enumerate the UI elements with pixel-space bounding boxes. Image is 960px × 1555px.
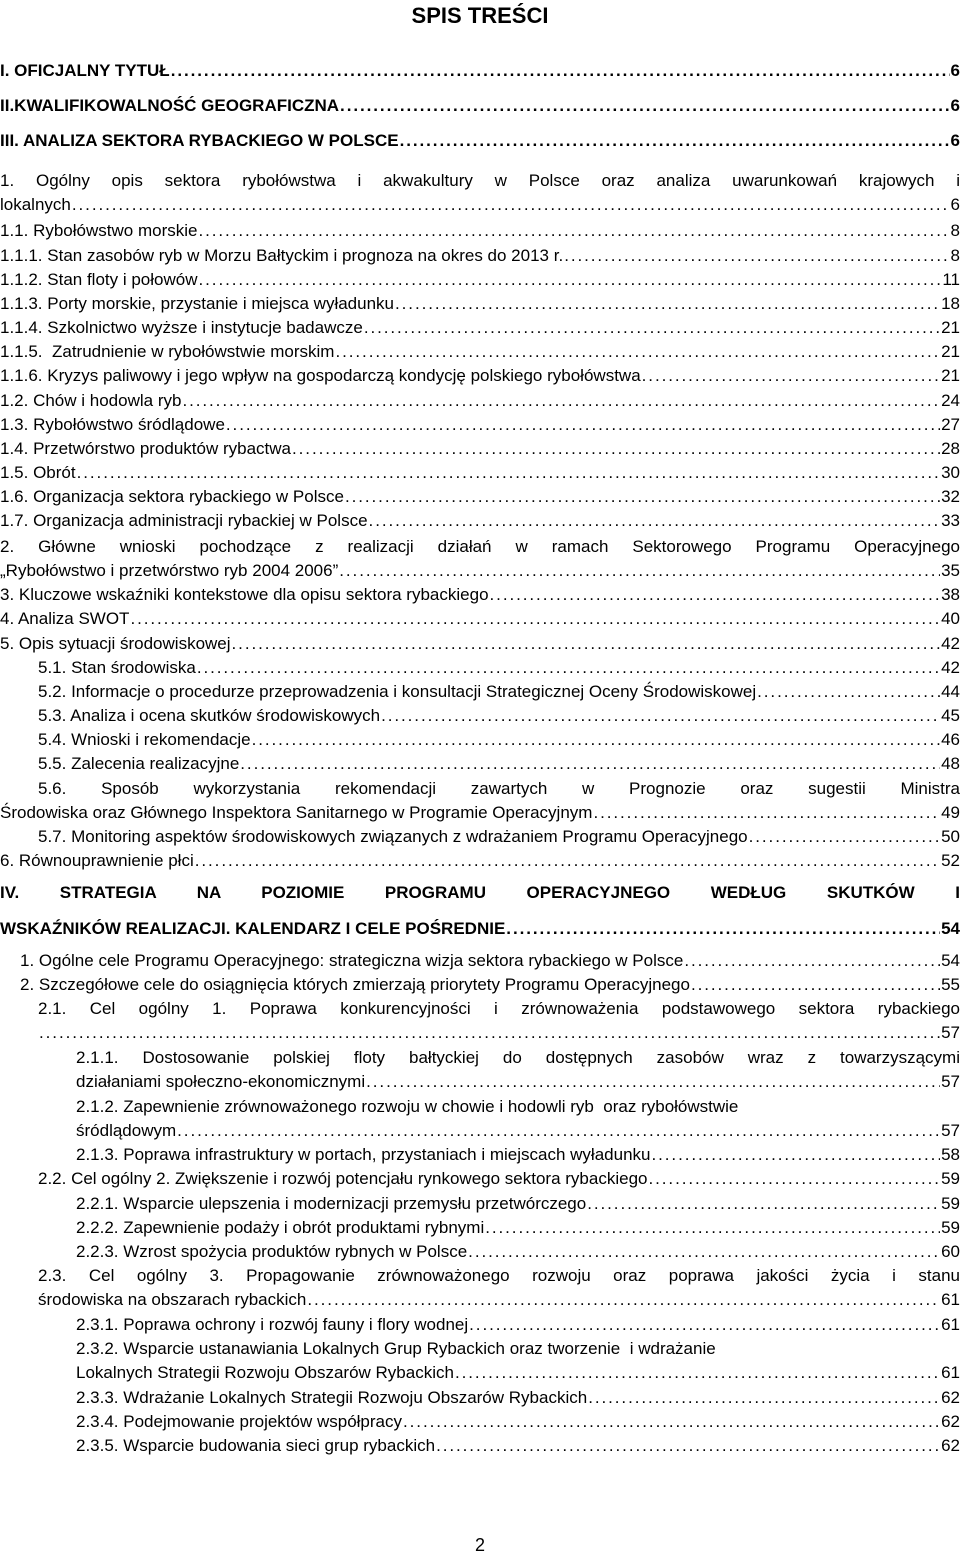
toc-leader-dots: [339, 559, 940, 583]
toc-leader-dots: [642, 364, 940, 388]
toc-entry-title: 1.6. Organizacja sektora rybackiego w Polsce: [0, 487, 344, 506]
toc-entry-title: 6. Równouprawnienie płci: [0, 851, 194, 870]
toc-leader-dots: [468, 1240, 940, 1264]
toc-leader-dots: [232, 632, 941, 656]
toc-entry-title: 5.2. Informacje o procedurze przeprowadzenia i konsultacji Strategicznej Oceny Środowiskowej: [38, 682, 757, 701]
toc-entry-title: 2.2.3. Wzrost spożycia produktów rybnych w Polsce: [76, 1242, 468, 1261]
toc-entry[interactable]: [38, 728, 960, 752]
toc-entry[interactable]: [0, 340, 960, 364]
toc-entry[interactable]: [0, 535, 960, 583]
toc-leader-dots: [198, 219, 949, 243]
toc-page-number: 27: [941, 415, 960, 434]
toc-entry-title: I. OFICJALNY TYTUŁ: [0, 61, 170, 80]
toc-entry-title: 5.5. Zalecenia realizacyjne: [38, 754, 240, 773]
toc-entry-title: 2.1.3. Poprawa infrastruktury w portach, przystaniach i miejscach wyładunku: [76, 1145, 651, 1164]
toc-page-number: 61: [941, 1315, 960, 1334]
toc-leader-dots: [226, 413, 940, 437]
toc-page-number: 42: [941, 634, 960, 653]
toc-leader-dots: [506, 911, 940, 947]
toc-leader-dots: [197, 656, 940, 680]
toc-entry-title: 1.1.3. Porty morskie, przystanie i miejsca wyładunku: [0, 294, 394, 313]
toc-entry-title: 1.2. Chów i hodowla ryb: [0, 391, 182, 410]
toc-page-number: 57: [941, 1072, 960, 1091]
toc-entry[interactable]: [38, 752, 960, 776]
toc-entry[interactable]: [38, 1167, 960, 1191]
toc-page-number: 42: [941, 658, 960, 677]
toc-entry-title: 2.3.3. Wdrażanie Lokalnych Strategii Rozwoju Obszarów Rybackich: [76, 1388, 588, 1407]
toc-page-number: 49: [941, 803, 960, 822]
toc-page-number: 59: [941, 1194, 960, 1213]
toc-entry[interactable]: [76, 1337, 960, 1385]
toc-entry-title: III. ANALIZA SEKTORA RYBACKIEGO W POLSCE: [0, 131, 399, 150]
toc-page-number: 6: [950, 195, 960, 214]
toc-entry[interactable]: [0, 509, 960, 533]
toc-page-number: 45: [941, 706, 960, 725]
toc-entry[interactable]: [0, 316, 960, 340]
toc-entry[interactable]: [38, 704, 960, 728]
toc-entry-title: 1.5. Obrót: [0, 463, 76, 482]
toc-entry[interactable]: [0, 244, 960, 268]
toc-entry-title: 1.1.2. Stan floty i połowów: [0, 270, 198, 289]
toc-page-number: 59: [941, 1169, 960, 1188]
toc-leader-dots: [691, 973, 940, 997]
toc-leader-dots: [199, 268, 942, 292]
toc-leader-dots: [403, 1410, 940, 1434]
toc-leader-dots: [345, 485, 940, 509]
toc-page-number: 28: [941, 439, 960, 458]
toc-page-number: 55: [941, 975, 960, 994]
toc-entry[interactable]: [76, 1046, 960, 1094]
toc-leader-dots: [564, 244, 949, 268]
toc-page-number: 40: [941, 609, 960, 628]
toc-entry-title: 2.2. Cel ogólny 2. Zwiększenie i rozwój potencjału rynkowego sektora rybackiego: [38, 1169, 648, 1188]
toc-leader-dots: [252, 728, 940, 752]
toc-entry[interactable]: [0, 777, 960, 825]
toc-leader-dots: [395, 292, 940, 316]
toc-entry[interactable]: [20, 949, 960, 973]
toc-page-number: 62: [941, 1436, 960, 1455]
toc-entry[interactable]: [76, 1143, 960, 1167]
toc-leader-dots: [381, 704, 940, 728]
toc-entry-title: śródlądowym: [76, 1121, 177, 1140]
toc-entry-title: 5.3. Analiza i ocena skutków środowiskowych: [38, 706, 381, 725]
toc-leader-dots: [490, 583, 941, 607]
toc-page-number: 54: [941, 919, 960, 938]
toc-leader-dots: [684, 949, 940, 973]
toc-leader-dots: [593, 801, 940, 825]
toc-entry-title: Lokalnych Strategii Rozwoju Obszarów Rybackich: [76, 1363, 454, 1382]
toc-page-number: 62: [941, 1412, 960, 1431]
toc-entry-title-line1: IV. STRATEGIA NA POZIOMIE PROGRAMU OPERACYJNEGO WEDŁUG SKUTKÓW I: [0, 883, 960, 902]
toc-entry-title: 3. Kluczowe wskaźniki kontekstowe dla opisu sektora rybackiego: [0, 585, 489, 604]
toc-entry-title-line1: 2.1.1. Dostosowanie polskiej floty bałtyckiej do dostępnych zasobów wraz z towarzyszącymi: [76, 1048, 960, 1067]
toc-leader-dots: [130, 607, 940, 631]
toc-entry-title: 2.2.2. Zapewnienie podaży i obrót produktami rybnymi: [76, 1218, 485, 1237]
toc-page-number: 30: [941, 463, 960, 482]
toc-leader-dots: [436, 1434, 940, 1458]
toc-page-number: 8: [950, 221, 960, 240]
toc-entry-title: Środowiska oraz Głównego Inspektora Sanitarnego w Programie Operacyjnym: [0, 803, 593, 822]
toc-page-number: 21: [941, 366, 960, 385]
toc-page-number: 33: [941, 511, 960, 530]
toc-entry[interactable]: [38, 825, 960, 849]
toc-entry[interactable]: [0, 129, 960, 153]
toc-leader-dots: [39, 1021, 940, 1045]
toc-leader-dots: [366, 1070, 940, 1094]
toc-entry[interactable]: [0, 875, 960, 947]
toc-leader-dots: [307, 1288, 940, 1312]
toc-entry[interactable]: [0, 485, 960, 509]
toc-page-number: 24: [941, 391, 960, 410]
toc-entry[interactable]: [0, 389, 960, 413]
toc-leader-dots: [587, 1192, 940, 1216]
toc-leader-dots: [400, 129, 950, 153]
toc-entry[interactable]: [0, 169, 960, 217]
toc-entry-title: 5.1. Stan środowiska: [38, 658, 196, 677]
toc-entry[interactable]: [38, 656, 960, 680]
toc-page-number: 44: [941, 682, 960, 701]
toc-entry-title-line1: 2.3. Cel ogólny 3. Propagowanie zrównoważonego rozwoju oraz poprawa jakości życia i stanu: [38, 1266, 960, 1285]
toc-entry[interactable]: [0, 364, 960, 388]
toc-entry-title: 4. Analiza SWOT: [0, 609, 130, 628]
toc-entry[interactable]: [0, 607, 960, 631]
toc-entry-title: lokalnych: [0, 195, 71, 214]
toc-entry-title: 1.1. Rybołówstwo morskie: [0, 221, 198, 240]
toc-page-number: 52: [941, 851, 960, 870]
toc-page-number: 6: [950, 96, 960, 115]
toc-entry-title: 1.1.6. Kryzys paliwowy i jego wpływ na gospodarczą kondycję polskiego rybołówstwa: [0, 366, 641, 385]
toc-entry-title: 1.1.1. Stan zasobów ryb w Morzu Bałtyckim i prognoza na okres do 2013 r.: [0, 246, 564, 265]
toc-page-number: 6: [950, 61, 960, 80]
toc-entry[interactable]: [0, 849, 960, 873]
toc-entry-title-line1: 2.1. Cel ogólny 1. Poprawa konkurencyjności i zrównoważenia podstawowego sektora rybackiego: [38, 999, 960, 1018]
toc-entry[interactable]: [76, 1434, 960, 1458]
toc-entry[interactable]: [38, 1264, 960, 1312]
toc-entry[interactable]: [0, 632, 960, 656]
toc-entry-title-line1: 2.1.2. Zapewnienie zrównoważonego rozwoju w chowie i hodowli ryb oraz rybołówstwie: [76, 1097, 739, 1116]
toc-leader-dots: [77, 461, 940, 485]
page-title: SPIS TREŚCI: [411, 3, 549, 28]
toc-page-number: 57: [941, 1023, 960, 1042]
toc-entry[interactable]: [20, 973, 960, 997]
toc-entry-title: 1.1.5. Zatrudnienie w rybołówstwie morskim: [0, 342, 335, 361]
toc-entry-title-line1: 2.3.2. Wsparcie ustanawiania Lokalnych Grup Rybackich oraz tworzenie i wdrażanie: [76, 1339, 716, 1358]
toc-page-number: 48: [941, 754, 960, 773]
toc-entry-title: 2.3.5. Wsparcie budowania sieci grup rybackich: [76, 1436, 436, 1455]
toc-entry-title-line1: 5.6. Sposób wykorzystania rekomendacji zawartych w Prognozie oraz sugestii Ministra: [38, 779, 960, 798]
toc-leader-dots: [340, 94, 949, 118]
toc-leader-dots: [171, 59, 950, 83]
toc-page-number: 21: [941, 342, 960, 361]
page-number-footer: 2: [474, 1535, 485, 1555]
toc-entry-title-line1: 2. Główne wnioski pochodzące z realizacji działań w ramach Sektorowego Programu Operacyjnego: [0, 537, 960, 556]
toc-page-number: 59: [941, 1218, 960, 1237]
toc-page-number: 57: [941, 1121, 960, 1140]
toc-entry-title: II.KWALIFIKOWALNOŚĆ GEOGRAFICZNA: [0, 96, 340, 115]
toc-entry[interactable]: [0, 413, 960, 437]
toc-leader-dots: [364, 316, 940, 340]
toc-entry[interactable]: [0, 583, 960, 607]
toc-entry-title: 5.7. Monitoring aspektów środowiskowych związanych z wdrażaniem Programu Operacyjnego: [38, 827, 748, 846]
toc-entry[interactable]: [0, 219, 960, 243]
toc-entry[interactable]: [0, 461, 960, 485]
toc-page-number: 21: [941, 318, 960, 337]
toc-page-number: 35: [941, 561, 960, 580]
toc-entry-title: działaniami społeczno-ekonomicznymi: [76, 1072, 366, 1091]
toc-entry-title: 5.4. Wnioski i rekomendacje: [38, 730, 251, 749]
toc-entry-title: 5. Opis sytuacji środowiskowej: [0, 634, 231, 653]
toc-entry[interactable]: [0, 59, 960, 83]
toc-page-number: 60: [941, 1242, 960, 1261]
toc-page-number: 58: [941, 1145, 960, 1164]
toc-entry-title: 1.7. Organizacja administracji rybackiej w Polsce: [0, 511, 368, 530]
toc-leader-dots: [749, 825, 940, 849]
toc-entry-title: 2.2.1. Wsparcie ulepszenia i modernizacji przemysłu przetwórczego: [76, 1194, 587, 1213]
toc-entry[interactable]: [76, 1216, 960, 1240]
toc-leader-dots: [469, 1313, 940, 1337]
toc-leader-dots: [177, 1119, 940, 1143]
toc-entry-title: „Rybołówstwo i przetwórstwo ryb 2004 2006”: [0, 561, 339, 580]
toc-entry[interactable]: [76, 1240, 960, 1264]
toc-leader-dots: [182, 389, 940, 413]
toc-entry[interactable]: [76, 1192, 960, 1216]
toc-entry[interactable]: [76, 1386, 960, 1410]
toc-page-number: 50: [941, 827, 960, 846]
toc-entry-title: środowiska na obszarach rybackich: [38, 1290, 307, 1309]
toc-page-number: 18: [941, 294, 960, 313]
toc-page-number: 11: [942, 270, 960, 289]
toc-entry[interactable]: [0, 292, 960, 316]
toc-entry[interactable]: [0, 268, 960, 292]
toc-entry-title: 2. Szczegółowe cele do osiągnięcia których zmierzają priorytety Programu Operacyjnego: [20, 975, 690, 994]
toc-leader-dots: [369, 509, 941, 533]
toc-entry[interactable]: [76, 1410, 960, 1434]
toc-entry-title: 1. Ogólne cele Programu Operacyjnego: strategiczna wizja sektora rybackiego w Polsce: [20, 951, 684, 970]
toc-entry-title: 2.3.1. Poprawa ochrony i rozwój fauny i flory wodnej: [76, 1315, 469, 1334]
toc-page-number: 54: [941, 951, 960, 970]
toc-entry[interactable]: [38, 997, 960, 1045]
toc-entry-title-line1: 1. Ogólny opis sektora rybołówstwa i akwakultury w Polsce oraz analiza uwarunkowań krajowych i: [0, 171, 960, 190]
toc-entry-title: 1.3. Rybołówstwo śródlądowe: [0, 415, 225, 434]
toc-page-number: 61: [941, 1363, 960, 1382]
toc-page-number: 46: [941, 730, 960, 749]
toc-entry[interactable]: [38, 680, 960, 704]
toc-page-number: 6: [950, 131, 960, 150]
toc-entry[interactable]: [0, 437, 960, 461]
toc-leader-dots: [757, 680, 940, 704]
toc-page-number: 32: [941, 487, 960, 506]
toc-entry-title: 2.3.4. Podejmowanie projektów współpracy: [76, 1412, 403, 1431]
toc-leader-dots: [648, 1167, 940, 1191]
toc-leader-dots: [455, 1361, 940, 1385]
toc-page-number: 38: [941, 585, 960, 604]
toc-leader-dots: [195, 849, 940, 873]
toc-page-number: 61: [941, 1290, 960, 1309]
toc-leader-dots: [651, 1143, 940, 1167]
toc-leader-dots: [588, 1386, 940, 1410]
toc-entry[interactable]: [0, 94, 960, 118]
toc-leader-dots: [240, 752, 940, 776]
toc-leader-dots: [335, 340, 940, 364]
toc-leader-dots: [485, 1216, 940, 1240]
toc-page-number: 62: [941, 1388, 960, 1407]
toc-page-number: 8: [950, 246, 960, 265]
toc-entry-title: WSKAŹNIKÓW REALIZACJI. KALENDARZ I CELE POŚREDNIE: [0, 919, 506, 938]
toc-leader-dots: [72, 193, 950, 217]
toc-entry[interactable]: [76, 1313, 960, 1337]
toc-entry-title: 1.1.4. Szkolnictwo wyższe i instytucje badawcze: [0, 318, 363, 337]
toc-leader-dots: [292, 437, 940, 461]
toc-entry[interactable]: [76, 1095, 960, 1143]
toc-entry-title: 1.4. Przetwórstwo produktów rybactwa: [0, 439, 292, 458]
